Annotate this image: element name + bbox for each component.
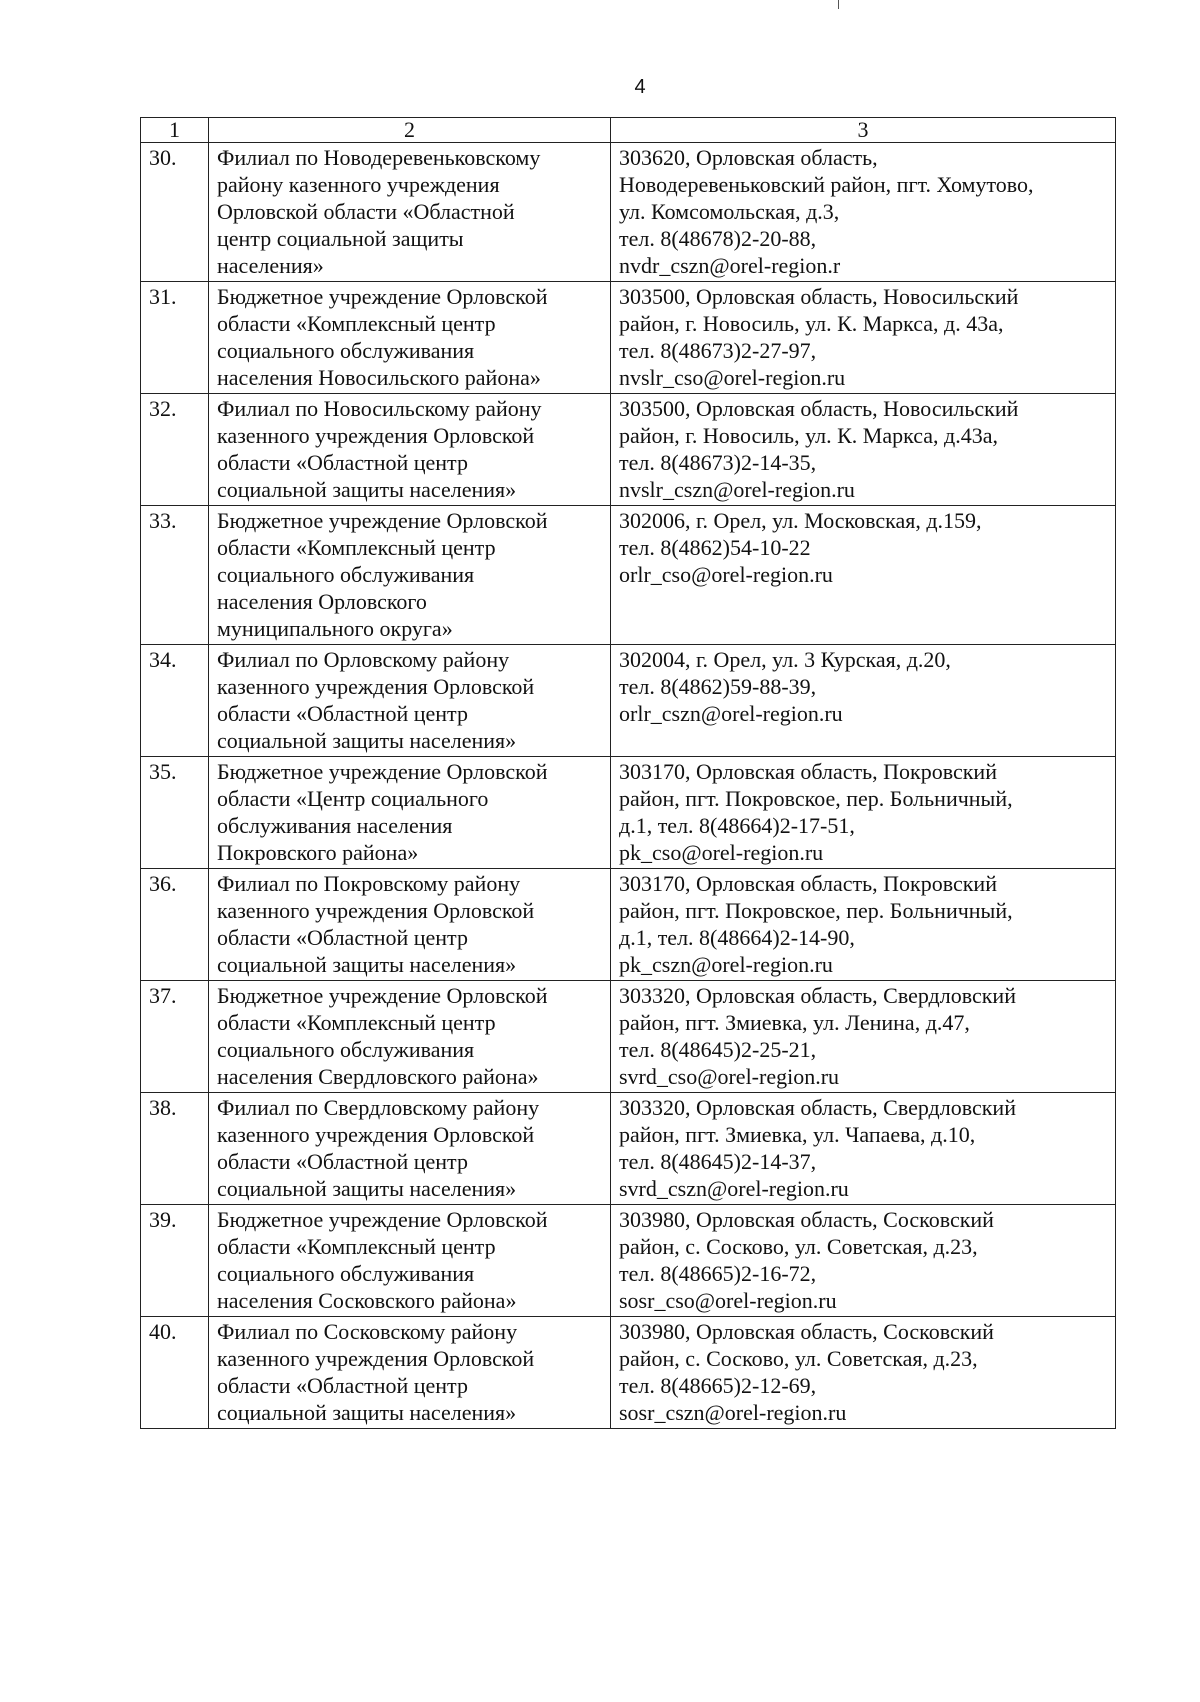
institution-contacts-cell bbox=[611, 1317, 1116, 1429]
row-number-cell bbox=[141, 645, 209, 757]
institution-contacts: 303620, Орловская область, Новодеревеньковский район, пгт. Хомутово, ул. Комсомольская, д.3, тел. 8(48678)2-20-88, nvdr_cszn@orel-region.r bbox=[619, 145, 1034, 278]
row-number: 37. bbox=[149, 983, 177, 1008]
institution-contacts: 303170, Орловская область, Покровский район, пгт. Покровское, пер. Больничный, д.1, тел. 8(48664)2-14-90, pk_cszn@orel-region.ru bbox=[619, 871, 1013, 977]
table-row bbox=[141, 981, 1116, 1093]
row-number: 36. bbox=[149, 871, 177, 896]
table-header-row bbox=[141, 118, 1116, 143]
row-number-cell bbox=[141, 981, 209, 1093]
institution-contacts-cell bbox=[611, 506, 1116, 645]
institution-contacts-cell bbox=[611, 645, 1116, 757]
row-number-cell bbox=[141, 143, 209, 282]
institution-name-cell bbox=[209, 1205, 611, 1317]
institution-name-cell bbox=[209, 869, 611, 981]
row-number-cell bbox=[141, 1093, 209, 1205]
institution-contacts: 302006, г. Орел, ул. Московская, д.159, тел. 8(4862)54-10-22 orlr_cso@orel-region.ru bbox=[619, 508, 982, 587]
institution-name: Бюджетное учреждение Орловской области «Комплексный центр социального обслуживания населения Новосильского района» bbox=[217, 284, 548, 390]
row-number: 35. bbox=[149, 759, 177, 784]
institution-contacts: 303980, Орловская область, Сосковский район, с. Сосково, ул. Советская, д.23, тел. 8(48665)2-16-72, sosr_cso@orel-region.ru bbox=[619, 1207, 994, 1313]
institution-name-cell bbox=[209, 757, 611, 869]
page-number: 4 bbox=[634, 76, 646, 98]
row-number: 34. bbox=[149, 647, 177, 672]
institution-contacts-cell bbox=[611, 869, 1116, 981]
institution-contacts-cell bbox=[611, 757, 1116, 869]
institution-contacts-cell bbox=[611, 1205, 1116, 1317]
table-row bbox=[141, 1317, 1116, 1429]
institution-name: Бюджетное учреждение Орловской области «Центр социального обслуживания населения Покровского района» bbox=[217, 759, 548, 865]
column-header-number: 1 bbox=[141, 118, 209, 143]
institution-name: Бюджетное учреждение Орловской области «Комплексный центр социального обслуживания населения Орловского муниципального округа» bbox=[217, 508, 548, 641]
table-row bbox=[141, 645, 1116, 757]
column-header-contacts: 3 bbox=[611, 118, 1116, 143]
institution-name-cell bbox=[209, 645, 611, 757]
institution-name: Филиал по Покровскому району казенного учреждения Орловской области «Областной центр социальной защиты населения» bbox=[217, 871, 535, 977]
institution-name: Филиал по Сосковскому району казенного учреждения Орловской области «Областной центр социальной защиты населения» bbox=[217, 1319, 535, 1425]
institution-name: Филиал по Орловскому району казенного учреждения Орловской области «Областной центр социальной защиты населения» bbox=[217, 647, 535, 753]
row-number-cell bbox=[141, 506, 209, 645]
row-number-cell bbox=[141, 1205, 209, 1317]
institution-name: Филиал по Новодеревеньковскому району казенного учреждения Орловской области «Областной центр социальной защиты населения» bbox=[217, 145, 541, 278]
institution-name-cell bbox=[209, 1093, 611, 1205]
institution-contacts-cell bbox=[611, 282, 1116, 394]
row-number-cell bbox=[141, 394, 209, 506]
institution-name-cell bbox=[209, 1317, 611, 1429]
row-number: 38. bbox=[149, 1095, 177, 1120]
table-row bbox=[141, 869, 1116, 981]
row-number: 40. bbox=[149, 1319, 177, 1344]
institution-contacts-cell bbox=[611, 1093, 1116, 1205]
table-row bbox=[141, 506, 1116, 645]
table-row bbox=[141, 1205, 1116, 1317]
table-body bbox=[141, 118, 1116, 1429]
row-number: 39. bbox=[149, 1207, 177, 1232]
institution-contacts: 303320, Орловская область, Свердловский район, пгт. Змиевка, ул. Ленина, д.47, тел. 8(48645)2-25-21, svrd_cso@orel-region.ru bbox=[619, 983, 1016, 1089]
row-number: 33. bbox=[149, 508, 177, 533]
institution-name: Бюджетное учреждение Орловской области «Комплексный центр социального обслуживания населения Сосковского района» bbox=[217, 1207, 548, 1313]
institution-name: Филиал по Новосильскому району казенного учреждения Орловской области «Областной центр социальной защиты населения» bbox=[217, 396, 542, 502]
table-row bbox=[141, 757, 1116, 869]
row-number: 31. bbox=[149, 284, 177, 309]
institution-name-cell bbox=[209, 394, 611, 506]
institutions-table bbox=[140, 117, 1116, 1429]
institution-contacts: 303320, Орловская область, Свердловский район, пгт. Змиевка, ул. Чапаева, д.10, тел. 8(48645)2-14-37, svrd_cszn@orel-region.ru bbox=[619, 1095, 1016, 1201]
institution-name-cell bbox=[209, 506, 611, 645]
row-number-cell bbox=[141, 757, 209, 869]
institution-contacts-cell bbox=[611, 394, 1116, 506]
row-number: 32. bbox=[149, 396, 177, 421]
row-number-cell bbox=[141, 282, 209, 394]
table-row bbox=[141, 282, 1116, 394]
institution-name-cell bbox=[209, 981, 611, 1093]
institution-name: Филиал по Свердловскому району казенного учреждения Орловской области «Областной центр социальной защиты населения» bbox=[217, 1095, 540, 1201]
institution-name-cell bbox=[209, 282, 611, 394]
row-number-cell bbox=[141, 869, 209, 981]
institution-contacts: 303500, Орловская область, Новосильский район, г. Новосиль, ул. К. Маркса, д.43а, тел. 8(48673)2-14-35, nvslr_cszn@orel-region.ru bbox=[619, 396, 1019, 502]
table-row bbox=[141, 143, 1116, 282]
institution-contacts-cell bbox=[611, 981, 1116, 1093]
table-row bbox=[141, 394, 1116, 506]
table-row bbox=[141, 1093, 1116, 1205]
institution-name: Бюджетное учреждение Орловской области «Комплексный центр социального обслуживания населения Свердловского района» bbox=[217, 983, 548, 1089]
row-number-cell bbox=[141, 1317, 209, 1429]
institution-contacts: 303980, Орловская область, Сосковский район, с. Сосково, ул. Советская, д.23, тел. 8(48665)2-12-69, sosr_cszn@orel-region.ru bbox=[619, 1319, 994, 1425]
scan-mark bbox=[838, 0, 839, 9]
column-header-name: 2 bbox=[209, 118, 611, 143]
institution-name-cell bbox=[209, 143, 611, 282]
institution-contacts: 302004, г. Орел, ул. 3 Курская, д.20, тел. 8(4862)59-88-39, orlr_cszn@orel-region.ru bbox=[619, 647, 951, 726]
institution-contacts: 303170, Орловская область, Покровский район, пгт. Покровское, пер. Больничный, д.1, тел. 8(48664)2-17-51, pk_cso@orel-region.ru bbox=[619, 759, 1013, 865]
institution-contacts-cell bbox=[611, 143, 1116, 282]
row-number: 30. bbox=[149, 145, 177, 170]
institution-contacts: 303500, Орловская область, Новосильский район, г. Новосиль, ул. К. Маркса, д. 43а, тел. 8(48673)2-27-97, nvslr_cso@orel-region.ru bbox=[619, 284, 1019, 390]
